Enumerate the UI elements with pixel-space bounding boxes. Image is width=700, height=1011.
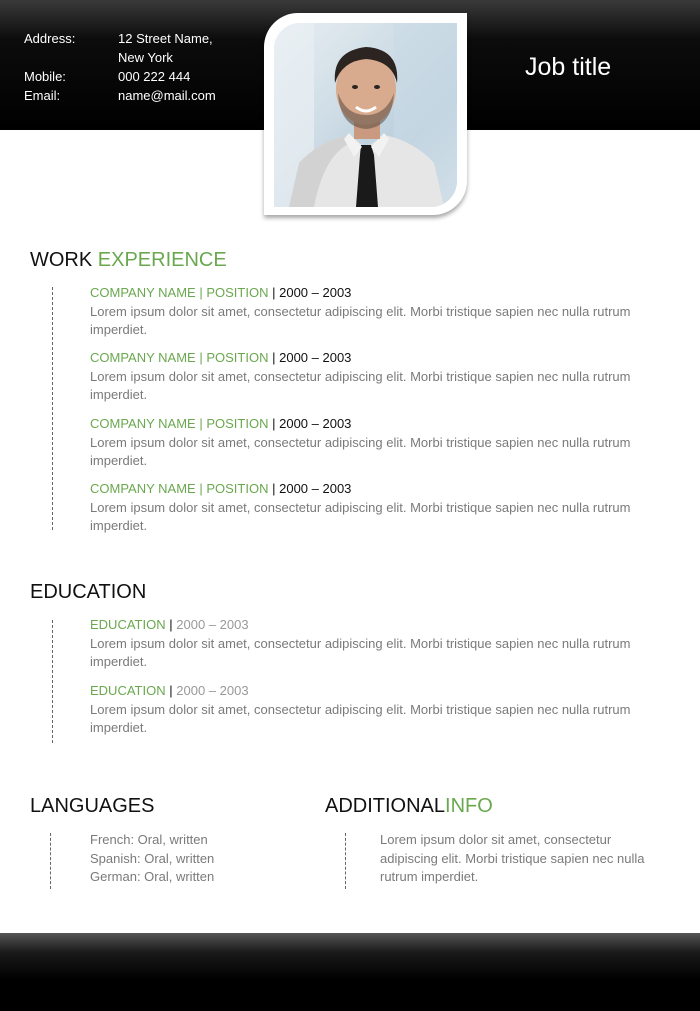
separator: | <box>272 285 276 300</box>
work-entry <box>90 349 655 405</box>
description: Lorem ipsum dolor sit amet, consectetur adipiscing elit. Morbi tristique sapien nec nulla rutrum imperdiet. <box>90 368 631 402</box>
email-label: Email: <box>24 88 61 103</box>
language-item: French: Oral, written <box>90 832 208 847</box>
separator: | <box>272 481 276 496</box>
years: 2000 – 2003 <box>176 683 249 698</box>
education-title: EDUCATION <box>30 581 147 603</box>
work-title-part1: WORK <box>30 249 93 271</box>
description: Lorem ipsum dolor sit amet, consectetur adipiscing elit. Morbi tristique sapien nec nulla rutrum imperdiet. <box>90 701 631 735</box>
description: Lorem ipsum dolor sit amet, consectetur adipiscing elit. Morbi tristique sapien nec nulla rutrum imperdiet. <box>90 635 631 669</box>
additional-divider-line <box>345 833 346 889</box>
description: Lorem ipsum dolor sit amet, consectetur adipiscing elit. Morbi tristique sapien nec nulla rutrum imperdiet. <box>90 499 631 533</box>
languages-divider-line <box>50 833 51 889</box>
years: 2000 – 2003 <box>279 285 352 300</box>
work-entry <box>90 284 655 340</box>
job-title: Job title <box>525 53 612 81</box>
address-value <box>118 29 258 67</box>
contact-block <box>24 29 258 105</box>
position: POSITION <box>206 481 269 496</box>
separator: | <box>169 617 173 632</box>
work-title-part2: EXPERIENCE <box>97 249 227 271</box>
separator: | <box>199 350 203 365</box>
work-entry <box>90 480 655 536</box>
language-item: German: Oral, written <box>90 869 215 884</box>
mobile-label: Mobile: <box>24 69 66 84</box>
additional-info-title <box>325 795 493 818</box>
separator: | <box>169 683 173 698</box>
work-experience-title <box>30 249 227 272</box>
address-label: Address: <box>24 31 76 46</box>
work-divider-line <box>52 287 53 530</box>
position: POSITION <box>206 285 269 300</box>
additional-title-part2: INFO <box>445 795 493 817</box>
email-row <box>24 86 258 105</box>
years: 2000 – 2003 <box>279 481 352 496</box>
additional-title-part1: ADDITIONAL <box>325 795 446 817</box>
email-value[interactable]: name@mail.com <box>118 88 216 103</box>
separator: | <box>199 285 203 300</box>
person-illustration <box>274 23 457 207</box>
separator: | <box>272 350 276 365</box>
description: Lorem ipsum dolor sit amet, consectetur adipiscing elit. Morbi tristique sapien nec nulla rutrum imperdiet. <box>90 434 631 468</box>
education-label: EDUCATION <box>90 683 166 698</box>
photo-frame <box>264 13 467 215</box>
mobile-row <box>24 67 258 86</box>
education-entry <box>90 616 655 672</box>
education-label: EDUCATION <box>90 617 166 632</box>
separator: | <box>199 481 203 496</box>
languages-list <box>90 831 310 887</box>
company-name: COMPANY NAME <box>90 350 196 365</box>
mobile-value: 000 222 444 <box>118 69 191 84</box>
company-name: COMPANY NAME <box>90 285 196 300</box>
description: Lorem ipsum dolor sit amet, consectetur adipiscing elit. Morbi tristique sapien nec nulla rutrum imperdiet. <box>90 303 631 337</box>
education-entry <box>90 682 655 738</box>
separator: | <box>272 416 276 431</box>
position: POSITION <box>206 350 269 365</box>
address-row <box>24 29 258 67</box>
work-entry <box>90 415 655 471</box>
address-line2: New York <box>118 50 173 65</box>
company-name: COMPANY NAME <box>90 481 196 496</box>
years: 2000 – 2003 <box>279 350 352 365</box>
education-divider-line <box>52 620 53 743</box>
position: POSITION <box>206 416 269 431</box>
address-line1: 12 Street Name, <box>118 31 213 46</box>
footer-band <box>0 933 700 1011</box>
company-name: COMPANY NAME <box>90 416 196 431</box>
language-item: Spanish: Oral, written <box>90 850 215 866</box>
separator: | <box>199 416 203 431</box>
years: 2000 – 2003 <box>279 416 352 431</box>
languages-title: LANGUAGES <box>30 795 155 817</box>
additional-info-text: Lorem ipsum dolor sit amet, consectetur adipiscing elit. Morbi tristique sapien nec nulla rutrum imperdiet. <box>380 832 645 884</box>
years: 2000 – 2003 <box>176 617 249 632</box>
profile-photo <box>274 23 457 207</box>
